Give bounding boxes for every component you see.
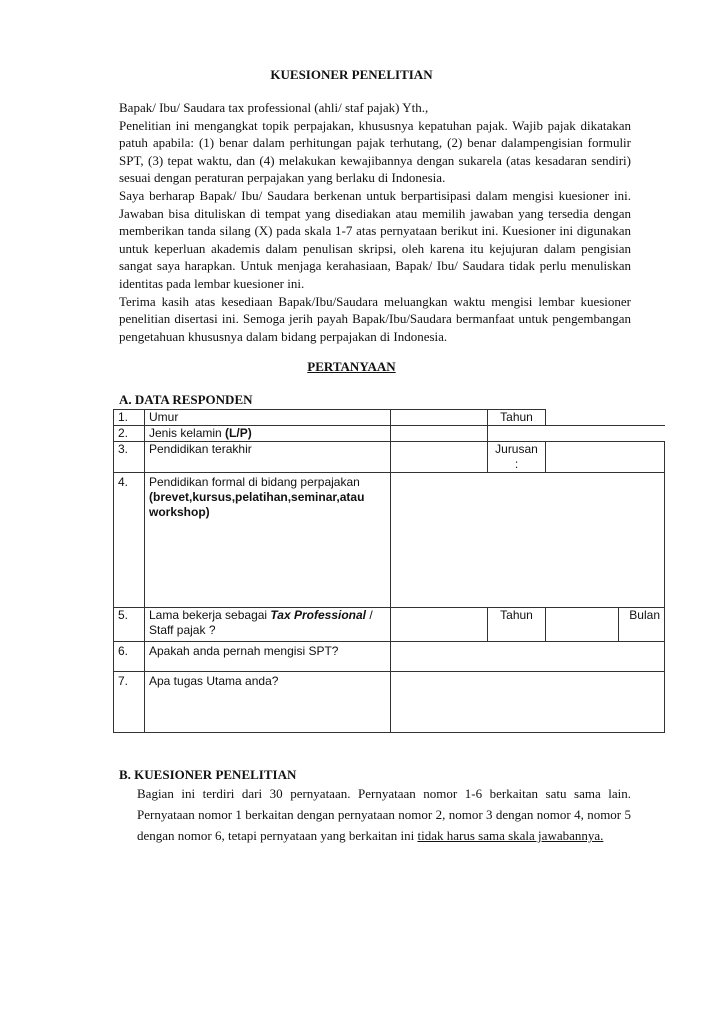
- answer-field-years[interactable]: [391, 608, 488, 642]
- table-row: [114, 442, 665, 473]
- major-label: Jurusan :: [488, 442, 546, 473]
- intro-paragraph-1: Penelitian ini mengangkat topik perpajakan, khususnya kepatuhan pajak. Wajib pajak dikatakan patuh apabila: (1) benar dalam perhitungan pajak terhutang, (2) benar dalampengisian formulir SPT, (3) tepat waktu, dan (4) melakukan kewajibannya dengan sukarela (atas kesadaran sendiri) sesuai dengan peraturan perpajakan yang berlaku di Indonesia.: [119, 117, 631, 186]
- section-b: [119, 767, 631, 846]
- answer-field-gender[interactable]: [391, 426, 488, 442]
- row-label: Apakah anda pernah mengisi SPT?: [145, 642, 391, 672]
- table-row: [114, 608, 665, 642]
- row-number: 1.: [114, 410, 145, 426]
- table-row: [114, 642, 665, 672]
- intro-paragraph-2: Saya berharap Bapak/ Ibu/ Saudara berkenan untuk berpartisipasi dalam mengisi kuesioner ini. Jawaban bisa dituliskan di tempat yang disediakan atau memilih jawaban yang tersedia dengan memberikan tanda silang (X) pada skala 1-7 atas pernyataan berikut ini. Kuesioner ini digunakan untuk keperluan akademis dalam penulisan skripsi, oleh karena itu kejujuran dalam pengisian sangat saya harapkan. Untuk menjaga kerahasiaan, Bapak/ Ibu/ Saudara tidak perlu menuliskan identitas pada lembar kuesioner ini.: [119, 187, 631, 291]
- table-row: [114, 426, 665, 442]
- row-label: Lama bekerja sebagai Tax Professional / Staff pajak ?: [145, 608, 391, 642]
- answer-field-spt[interactable]: [391, 642, 665, 672]
- row-number: 7.: [114, 672, 145, 733]
- intro-paragraph-3: Terima kasih atas kesediaan Bapak/Ibu/Saudara meluangkan waktu mengisi lembar kuesioner penelitian disertasi ini. Semoga jerih payah Bapak/Ibu/Saudara bermanfaat untuk pengembangan pengetahuan khususnya dalam bidang perpajakan di Indonesia.: [119, 293, 631, 344]
- table-row: [114, 473, 665, 608]
- section-b-title: B. KUESIONER PENELITIAN: [119, 767, 297, 782]
- row-number: 6.: [114, 642, 145, 672]
- answer-field-main-task[interactable]: [391, 672, 665, 733]
- row-number: 3.: [114, 442, 145, 473]
- unit-label: Tahun: [488, 410, 546, 426]
- document-title: KUESIONER PENELITIAN: [270, 67, 433, 82]
- greeting: Bapak/ Ibu/ Saudara tax professional (ahli/ staf pajak) Yth.,: [119, 100, 429, 115]
- questions-heading: PERTANYAAN: [307, 359, 396, 374]
- answer-field-months[interactable]: [546, 608, 619, 642]
- row-label: Pendidikan terakhir: [145, 442, 391, 473]
- respondent-data-table: [113, 409, 665, 733]
- row-label: Apa tugas Utama anda?: [145, 672, 391, 733]
- unit-label: Tahun: [488, 608, 546, 642]
- intro-text: [119, 99, 631, 345]
- answer-field-age[interactable]: [391, 410, 488, 426]
- section-b-body: Bagian ini terdiri dari 30 pernyataan. Pernyataan nomor 1-6 berkaitan satu sama lain. Pernyataan nomor 1 berkaitan dengan pernyataan nomor 2, nomor 3 dengan nomor 4, nomor 5 dengan nomor 6, tetapi pernyataan yang berkaitan ini tidak harus sama skala jawabannya.: [137, 786, 631, 843]
- answer-field-education[interactable]: [391, 442, 488, 473]
- row-label: Jenis kelamin (L/P): [145, 426, 391, 442]
- row-number: 5.: [114, 608, 145, 642]
- underlined-text: tidak harus sama skala jawabannya.: [417, 828, 604, 843]
- section-a-title: A. DATA RESPONDEN: [119, 392, 253, 407]
- row-number: 4.: [114, 473, 145, 608]
- answer-field-major[interactable]: [546, 442, 665, 473]
- table-row: [114, 672, 665, 733]
- unit-label: Bulan: [619, 608, 665, 642]
- row-label: Umur: [145, 410, 391, 426]
- row-number: 2.: [114, 426, 145, 442]
- row-label: Pendidikan formal di bidang perpajakan (brevet,kursus,pelatihan,seminar,atau workshop): [145, 473, 391, 608]
- table-row: [114, 410, 665, 426]
- answer-field-tax-education[interactable]: [391, 473, 665, 608]
